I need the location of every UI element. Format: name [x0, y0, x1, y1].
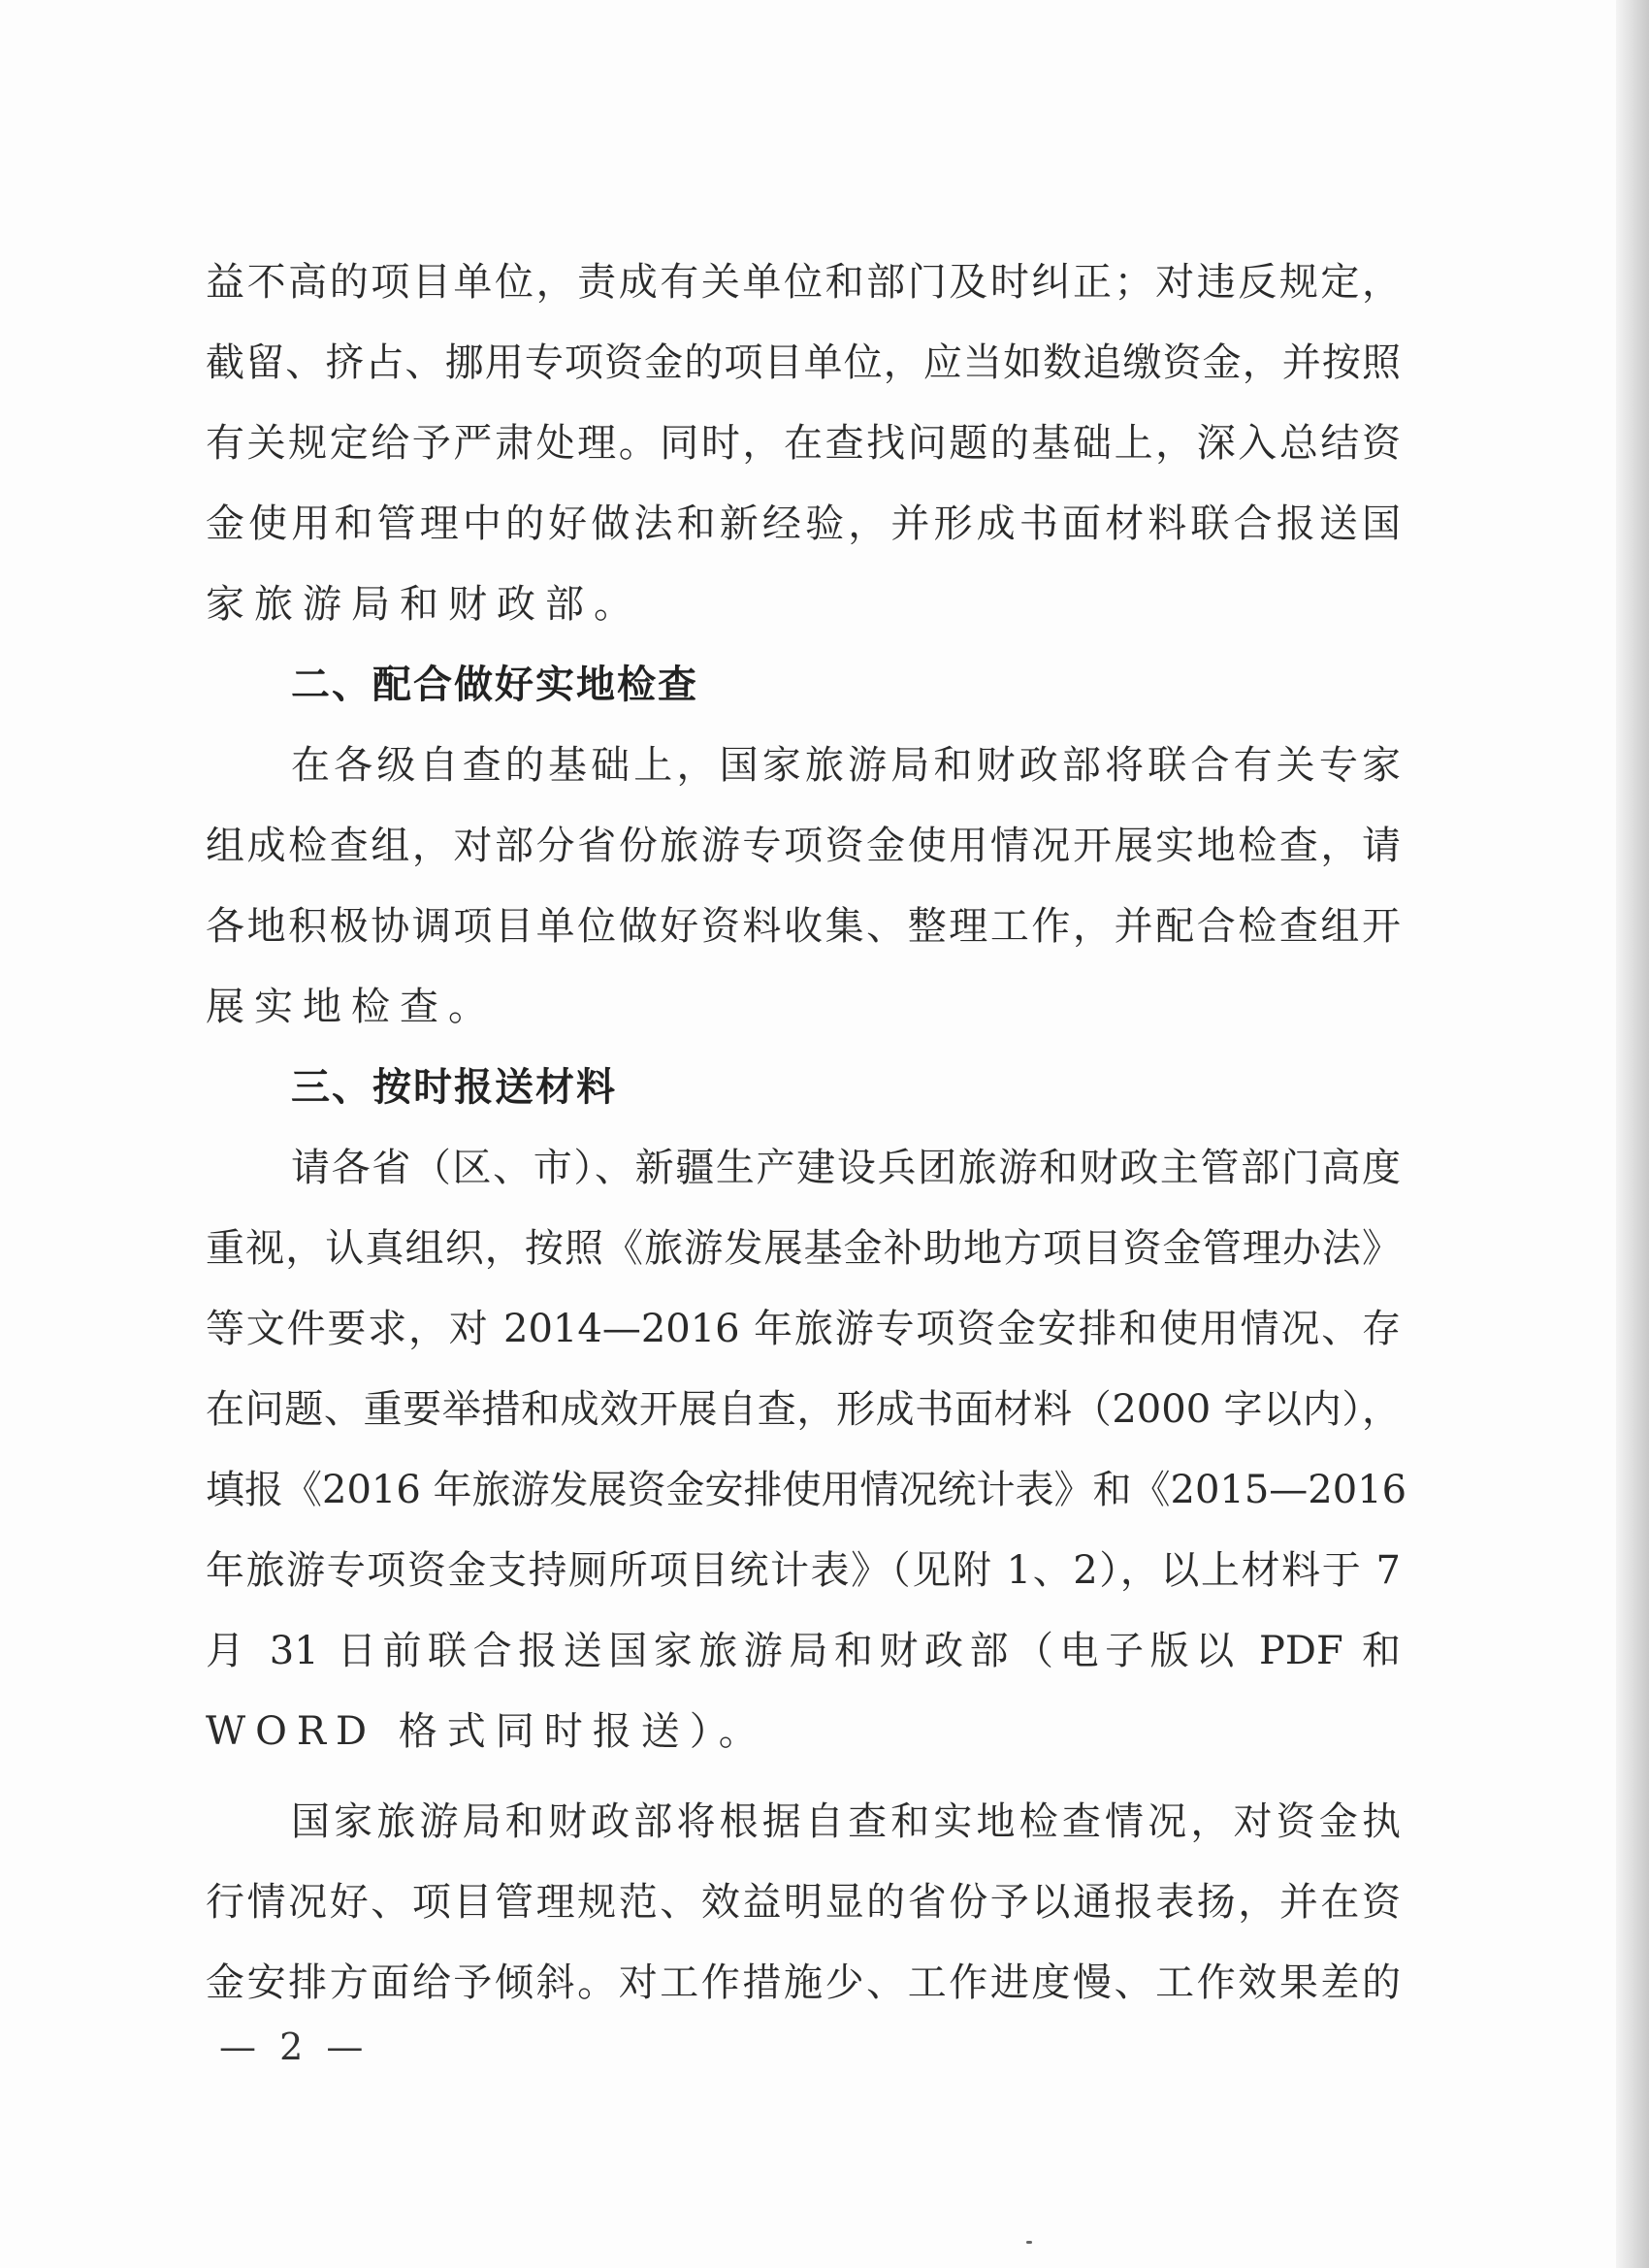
text-line: 金使用和管理中的好做法和新经验，并形成书面材料联合报送国	[206, 502, 1401, 546]
text-line: 请各省（区、市）、新疆生产建设兵团旅游和财政主管部门高度	[291, 1146, 1401, 1190]
section-heading-2: 二、配合做好实地检查	[291, 663, 698, 707]
text-line: 有关规定给予严肃处理。同时，在查找问题的基础上，深入总结资	[206, 421, 1401, 466]
section-heading-3: 三、按时报送材料	[291, 1065, 617, 1110]
text-line: 各地积极协调项目单位做好资料收集、整理工作，并配合检查组开	[206, 904, 1401, 949]
text-line: 年旅游专项资金支持厕所项目统计表》（见附 1、2），以上材料于 7	[206, 1548, 1401, 1593]
text-line: 等文件要求，对 2014—2016 年旅游专项资金安排和使用情况、存	[206, 1307, 1401, 1351]
page-number: — 2 —	[219, 2025, 370, 2068]
text-line: 展实地检查。	[206, 985, 497, 1029]
text-line: 填报《2016 年旅游发展资金安排使用情况统计表》和《2015—2016	[206, 1468, 1407, 1512]
text-line: 行情况好、项目管理规范、效益明显的省份予以通报表扬，并在资	[206, 1880, 1401, 1925]
text-line: 国家旅游局和财政部将根据自查和实地检查情况，对资金执	[291, 1799, 1401, 1844]
text-line: 家旅游局和财政部。	[206, 582, 642, 627]
text-line: 组成检查组，对部分省份旅游专项资金使用情况开展实地检查，请	[206, 824, 1401, 868]
text-line: 截留、挤占、挪用专项资金的项目单位，应当如数追缴资金，并按照	[206, 340, 1401, 385]
text-line: 在问题、重要举措和成效开展自查，形成书面材料（2000 字以内），	[206, 1387, 1401, 1432]
text-line: 金安排方面给予倾斜。对工作措施少、工作进度慢、工作效果差的	[206, 1960, 1401, 2005]
page-edge-shadow	[1616, 0, 1649, 2268]
text-line: 在各级自查的基础上，国家旅游局和财政部将联合有关专家	[291, 743, 1401, 788]
text-line: WORD 格式同时报送）。	[206, 1709, 767, 1754]
text-line: 重视，认真组织，按照《旅游发展基金补助地方项目资金管理办法》	[206, 1226, 1401, 1271]
text-line: 益不高的项目单位，责成有关单位和部门及时纠正；对违反规定，	[206, 260, 1401, 305]
body-text	[206, 243, 1407, 2024]
text-line: 月 31 日前联合报送国家旅游局和财政部（电子版以 PDF 和	[206, 1629, 1401, 1673]
scan-speck	[1026, 2241, 1032, 2244]
